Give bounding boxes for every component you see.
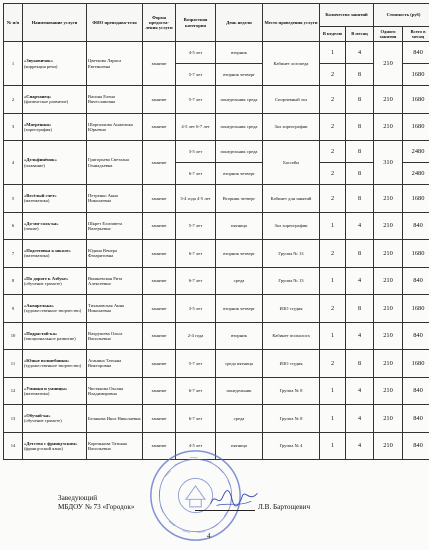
cost-one: 210 (374, 350, 403, 378)
cost-month: 1680 (403, 86, 429, 114)
service-name (23, 86, 87, 114)
service-subtitle: (хореография) (24, 126, 52, 132)
row-number: 12 (4, 377, 23, 405)
service-form: занятие (143, 405, 176, 433)
count-week: 2 (320, 163, 346, 185)
service-form: занятие (143, 86, 176, 114)
cost-one: 210 (374, 295, 403, 323)
place: Группа № 4 (263, 432, 320, 460)
service-name (23, 113, 87, 141)
age-category: 6-7 лет (176, 240, 216, 268)
service-form: занятие (143, 350, 176, 378)
table-row (4, 322, 429, 350)
row-number: 9 (4, 295, 23, 323)
place: Бассейн (263, 141, 320, 185)
place: Группа № 8 (263, 405, 320, 433)
count-month: 8 (346, 185, 374, 213)
service-name (23, 185, 87, 213)
age-category: 5-7 лет (176, 212, 216, 240)
row-number: 6 (4, 212, 23, 240)
service-title: «Дельфинёнок» (24, 157, 57, 163)
count-week: 2 (320, 350, 346, 378)
service-name (23, 240, 87, 268)
count-month: 8 (346, 350, 374, 378)
service-form: занятие (143, 432, 176, 460)
service-title: «Детство с французским» (24, 440, 78, 446)
row-number: 10 (4, 322, 23, 350)
row-number: 8 (4, 267, 23, 295)
header-num: № п/п (4, 4, 23, 42)
count-week: 1 (320, 432, 346, 460)
table-row (4, 212, 429, 240)
row-number: 13 (4, 405, 23, 433)
cost-month: 1680 (403, 350, 429, 378)
row-number: 2 (4, 86, 23, 114)
weekday: понедельник среда (216, 141, 263, 163)
age-category: 5-7 лет (176, 86, 216, 114)
count-week: 1 (320, 405, 346, 433)
cost-month: 1680 (403, 185, 429, 213)
table-row (4, 240, 429, 268)
service-subtitle: (математика) (24, 253, 50, 259)
place: Кабинет логопеда (263, 42, 320, 86)
cost-one: 210 (374, 42, 403, 86)
service-form: занятие (143, 295, 176, 323)
count-month: 8 (346, 141, 374, 163)
service-subtitle: (французский язык) (24, 445, 63, 451)
cost-month: 840 (403, 267, 429, 295)
header-count: Количество занятий (320, 4, 374, 27)
count-month: 4 (346, 322, 374, 350)
cost-one: 210 (374, 86, 403, 114)
age-category: 3-4 года 4-5 лет (176, 185, 216, 213)
cost-month: 1680 (403, 295, 429, 323)
service-subtitle: (физическое развитие) (24, 99, 69, 105)
weekday: вторник четверг (216, 240, 263, 268)
signature (208, 488, 260, 510)
service-subtitle: (математика) (24, 390, 50, 396)
count-month: 8 (346, 295, 374, 323)
row-number: 7 (4, 240, 23, 268)
table-row (4, 405, 429, 433)
teacher-name: Юдина Венера Фазаритовна (87, 240, 143, 268)
count-month: 4 (346, 212, 374, 240)
row-number: 3 (4, 113, 23, 141)
age-category: 6-7 лет (176, 405, 216, 433)
service-title: «Акварелька» (24, 303, 54, 309)
cost-month: 2480 (403, 141, 429, 163)
count-month: 4 (346, 405, 374, 433)
service-title: «Подготовка к школе» (24, 248, 71, 254)
count-month: 8 (346, 163, 374, 185)
table-row (4, 350, 429, 378)
cost-one: 310 (374, 141, 403, 185)
service-title: «Звуковичок» (24, 58, 54, 64)
service-title: «До-ми-соль-ка» (24, 220, 59, 226)
count-week: 1 (320, 212, 346, 240)
age-category: 5-7 лет (176, 350, 216, 378)
service-title: «Матрешки» (24, 121, 52, 127)
service-name (23, 141, 87, 185)
count-month: 4 (346, 432, 374, 460)
service-name (23, 322, 87, 350)
cost-month: 840 (403, 405, 429, 433)
count-month: 8 (346, 240, 374, 268)
service-form: занятие (143, 42, 176, 86)
service-form: занятие (143, 185, 176, 213)
table-row (4, 42, 429, 64)
age-category: 6-7 лет (176, 267, 216, 295)
services-table (3, 3, 429, 460)
header-cost-month: Всего в месяц (403, 27, 429, 42)
count-week: 1 (320, 322, 346, 350)
cost-one: 210 (374, 240, 403, 268)
weekday: пятница (216, 432, 263, 460)
place: Группа № 13 (263, 240, 320, 268)
service-name (23, 405, 87, 433)
row-number: 11 (4, 350, 23, 378)
teacher-name: Вахрушева Ольга Васильевна (87, 322, 143, 350)
service-subtitle: (обучение грамоте) (24, 280, 62, 286)
place: Кабинет для занятий (263, 185, 320, 213)
footer-position: Заведующий (58, 494, 98, 502)
age-category: 4-5 лет 6-7 лет (176, 113, 216, 141)
age-category: 2-4 года (176, 322, 216, 350)
header-cost-one: Одного занятия (374, 27, 403, 42)
place: Зал хореографии (263, 212, 320, 240)
row-number: 14 (4, 432, 23, 460)
service-title: «Подрастай-ка» (24, 330, 58, 336)
weekday: среда пятница (216, 350, 263, 378)
teacher-name: Петренко Анна Николаевна (87, 185, 143, 213)
weekday: вторник четверг (216, 64, 263, 86)
cost-one: 210 (374, 212, 403, 240)
service-form: занятие (143, 141, 176, 185)
cost-month: 840 (403, 42, 429, 64)
header-count-month: В месяц (346, 27, 374, 42)
teacher-name: Шарталкова Анжелика Юрьевна (87, 113, 143, 141)
cost-month: 1680 (403, 113, 429, 141)
footer-signer: Л.В. Бартощевич (258, 503, 311, 511)
cost-month: 840 (403, 322, 429, 350)
service-subtitle: (математика) (24, 198, 50, 204)
service-title: «Спартанец» (24, 94, 52, 100)
teacher-name: Вишневская Рита Алексеевна (87, 267, 143, 295)
service-name (23, 377, 87, 405)
count-week: 1 (320, 267, 346, 295)
service-title: «Юные волшебники» (24, 358, 70, 364)
age-category: 4-5 лет (176, 42, 216, 64)
signature-line (195, 510, 255, 511)
cost-one: 210 (374, 267, 403, 295)
place: Группа № 13 (263, 267, 320, 295)
weekday: понедельник (216, 377, 263, 405)
row-number: 5 (4, 185, 23, 213)
table-row (4, 295, 429, 323)
cost-one: 210 (374, 432, 403, 460)
header-cost: Стоимость (руб) (374, 4, 429, 27)
teacher-name: Аганина Татьяна Викторовна (87, 350, 143, 378)
place: ИЗО студия (263, 295, 320, 323)
count-week: 2 (320, 240, 346, 268)
cost-one: 210 (374, 322, 403, 350)
cost-month: 840 (403, 212, 429, 240)
place: Спортивный зал (263, 86, 320, 114)
cost-one: 210 (374, 185, 403, 213)
service-form: занятие (143, 322, 176, 350)
table-row (4, 141, 429, 163)
header-age: Возрастная категория (176, 4, 216, 42)
service-subtitle: (плавание) (24, 162, 45, 168)
service-title: «Обучай-ка» (24, 413, 51, 419)
teacher-name: Белякова Инга Николаевна (87, 405, 143, 433)
service-name (23, 267, 87, 295)
teacher-name: Цветкова Лариса Евгеньевна (87, 42, 143, 86)
service-form: занятие (143, 113, 176, 141)
cost-one: 210 (374, 377, 403, 405)
count-month: 4 (346, 377, 374, 405)
count-month: 4 (346, 267, 374, 295)
cost-one: 210 (374, 113, 403, 141)
service-form: занятие (143, 240, 176, 268)
service-subtitle: (художественное творчество) (24, 308, 82, 314)
age-category: 3-5 лет (176, 141, 216, 163)
teacher-name: Коренькова Татьяна Васильевна (87, 432, 143, 460)
cost-month: 2480 (403, 163, 429, 185)
footer-org: МБДОУ № 73 «Городок» (58, 503, 135, 511)
count-week: 1 (320, 377, 346, 405)
teacher-name: Чистякова Оксана Владимировна (87, 377, 143, 405)
cost-month: 1680 (403, 240, 429, 268)
weekday: понедельник среда (216, 113, 263, 141)
teacher-name: Васина Елена Вячеславовна (87, 86, 143, 114)
weekday: Вторник четверг (216, 185, 263, 213)
age-category: 3-5 лет (176, 295, 216, 323)
service-name (23, 212, 87, 240)
place: Зал хореографии (263, 113, 320, 141)
service-subtitle: (эмоциональное развитие) (24, 335, 76, 341)
weekday: понедельник среда (216, 86, 263, 114)
teacher-name: Григорьева Светлана Геннадьевна (87, 141, 143, 185)
weekday: вторник (216, 42, 263, 64)
service-subtitle: (пение) (24, 225, 39, 231)
weekday: вторник (216, 322, 263, 350)
count-month: 8 (346, 86, 374, 114)
header-count-week: В неделю (320, 27, 346, 42)
weekday: пятница (216, 212, 263, 240)
count-week: 2 (320, 113, 346, 141)
service-form: занятие (143, 212, 176, 240)
age-category: 5-7 лет (176, 64, 216, 86)
count-week: 2 (320, 185, 346, 213)
place: Группа № 8 (263, 377, 320, 405)
teacher-name: Тихановская Анна Николаевна (87, 295, 143, 323)
service-title: «Весёлый счет» (24, 193, 57, 199)
count-month: 8 (346, 64, 374, 86)
weekday: вторник четверг (216, 295, 263, 323)
row-number: 4 (4, 141, 23, 185)
service-subtitle: (обучение грамоте) (24, 418, 62, 424)
service-form: занятие (143, 267, 176, 295)
table-body (4, 42, 429, 460)
weekday: среда (216, 267, 263, 295)
cost-month: 840 (403, 377, 429, 405)
header-day: День недели (216, 4, 263, 42)
count-week: 1 (320, 42, 346, 64)
weekday: среда (216, 405, 263, 433)
header-name: Наименование услуги (23, 4, 87, 42)
place: ИЗО студия (263, 350, 320, 378)
count-month: 8 (346, 113, 374, 141)
service-name (23, 42, 87, 86)
count-month: 4 (346, 42, 374, 64)
table-row (4, 113, 429, 141)
cost-month: 1680 (403, 64, 429, 86)
service-title: «По дороге к Азбуке» (24, 275, 69, 281)
count-week: 2 (320, 141, 346, 163)
service-name (23, 432, 87, 460)
place: Кабинет психолога (263, 322, 320, 350)
page-number: 4 (207, 532, 211, 540)
teacher-name: Шкрет Елизавета Валерьевна (87, 212, 143, 240)
table-row (4, 86, 429, 114)
count-week: 2 (320, 295, 346, 323)
header-form: Форма предоста-ления услуги (143, 4, 176, 42)
service-name (23, 295, 87, 323)
age-category: 4-5 лет (176, 432, 216, 460)
cost-month: 840 (403, 432, 429, 460)
table-row (4, 267, 429, 295)
table-row (4, 185, 429, 213)
service-subtitle: (художественное творчество) (24, 363, 82, 369)
age-category: 6-7 лет (176, 377, 216, 405)
row-number: 1 (4, 42, 23, 86)
service-title: «Умники и умницы» (24, 385, 68, 391)
weekday: вторник четверг (216, 163, 263, 185)
table-row (4, 377, 429, 405)
service-subtitle: (коррекция речи) (24, 63, 58, 69)
header-teacher: ФИО преподава-теля (87, 4, 143, 42)
count-week: 2 (320, 86, 346, 114)
header-place: Место проведения услуги (263, 4, 320, 42)
service-name (23, 350, 87, 378)
count-week: 2 (320, 64, 346, 86)
service-form: занятие (143, 377, 176, 405)
cost-one: 210 (374, 405, 403, 433)
age-category: 6-7 лет (176, 163, 216, 185)
